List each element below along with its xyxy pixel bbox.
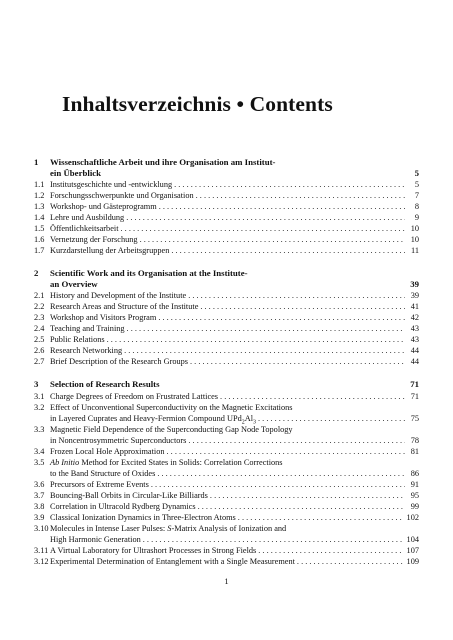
section-number: 3.4 [34,447,45,456]
toc-entry[interactable] [34,424,419,446]
leader-dots [295,556,403,567]
section-title: Vernetzung der Forschung [50,235,138,244]
toc-entry[interactable] [34,356,419,367]
leader-dots [165,446,405,457]
section-number: 2.3 [34,313,45,322]
section-number: 2.7 [34,357,45,366]
section-number: 2.5 [34,335,45,344]
toc-entry[interactable] [34,479,419,490]
chapter-page: 5 [414,167,419,178]
section-title-cont: to the Band Structure of Oxides [50,469,156,478]
toc-entry[interactable] [34,334,419,345]
section-page: 71 [410,392,419,401]
section-number: 1.6 [34,235,45,244]
leader-dots [186,290,405,301]
section-title: Magnetic Field Dependence of the Superconducting Gap Node Topology [50,425,293,434]
chapter-page: 71 [410,379,419,389]
section-number: 1.5 [34,224,45,233]
toc-entry[interactable] [34,234,419,245]
section-page: 104 [406,535,419,544]
leader-dots [236,512,403,523]
section-page: 44 [410,357,419,366]
section-number: 1.1 [34,180,45,189]
section-title: Public Relations [50,335,105,344]
section-title-cont: in Noncentrosymmetric Superconductors [50,436,187,445]
toc-entry[interactable] [34,201,419,212]
section-page: 8 [414,202,419,211]
toc-entry[interactable] [34,212,419,223]
leader-dots [141,534,403,545]
section-title: Correlation in Ultracold Rydberg Dynamics [50,502,196,511]
leader-dots [138,234,405,245]
leader-dots [155,468,405,479]
toc-entry[interactable] [34,312,419,323]
section-number: 3.10 [34,524,49,533]
toc-entry[interactable] [34,391,419,402]
section-page: 86 [410,469,419,478]
section-title: Kurzdarstellung der Arbeitsgruppen [50,246,170,255]
section-page: 91 [410,480,419,489]
leader-dots [196,501,405,512]
section-title: Classical Ionization Dynamics in Three-Electron Atoms [50,513,236,522]
leader-dots [157,201,405,212]
leader-dots [186,435,405,446]
section-title: Brief Description of the Research Groups [50,357,189,366]
leader-dots [256,545,402,556]
section-page: 11 [411,246,419,255]
section-page: 44 [410,346,419,355]
section-title: A Virtual Laboratory for Ultrashort Processes in Strong Fields [50,546,257,555]
toc-entry[interactable] [34,523,419,545]
page-title: Inhaltsverzeichnis • Contents [62,92,333,116]
chapter-number: 1 [34,157,39,167]
section-page: 78 [410,436,419,445]
leader-dots [208,490,405,501]
section-page: 102 [406,513,419,522]
section-number: 1.2 [34,191,45,200]
chapter-number: 2 [34,268,39,278]
toc-entry[interactable] [34,290,419,301]
section-title: Frozen Local Hole Approximation [50,447,165,456]
section-page: 5 [414,180,419,189]
chapter-title: Scientific Work and its Organisation at the Institute- [50,268,248,278]
section-number: 2.4 [34,324,45,333]
section-page: 42 [410,313,419,322]
leader-dots [119,223,405,234]
section-number: 3.3 [34,425,45,434]
chapter-title: Selection of Research Results [50,379,160,389]
section-number: 3.11 [34,546,49,555]
section-number: 3.12 [34,557,49,566]
section-title: Öffentlichkeitsarbeit [50,224,119,233]
leader-dots [122,345,405,356]
section-title: Research Areas and Structure of the Institute [50,302,199,311]
toc-entry[interactable] [34,512,419,523]
toc-entry[interactable] [34,457,419,479]
section-title: Ab Initio Method for Excited States in Solids: Correlation Corrections [50,458,283,467]
section-page: 9 [414,213,419,222]
section-page: 41 [410,302,419,311]
leader-dots [125,323,405,334]
section-title: Workshop and Visitors Program [50,313,157,322]
section-title: Workshop- und Gästeprogramm [50,202,157,211]
section-number: 2.1 [34,291,45,300]
section-title: Forschungsschwerpunkte und Organisation [50,191,194,200]
section-number: 3.9 [34,513,45,522]
section-number: 1.3 [34,202,45,211]
toc-entry[interactable] [34,245,419,256]
section-number: 3.7 [34,491,45,500]
toc-entry[interactable] [34,223,419,234]
section-title: Teaching and Training [50,324,125,333]
section-page: 109 [406,557,419,566]
leader-dots [218,391,405,402]
toc-entry[interactable] [34,556,419,567]
section-title: Research Networking [50,346,123,355]
leader-dots [194,190,405,201]
leader-dots [172,179,405,190]
section-title: Effect of Unconventional Superconductivity on the Magnetic Excitations [50,403,293,412]
toc-entry[interactable] [34,490,419,501]
toc-entry[interactable] [34,402,419,424]
section-number: 3.6 [34,480,45,489]
section-title: Experimental Determination of Entanglement with a Single Measurement [50,557,295,566]
section-page: 99 [410,502,419,511]
toc-entry[interactable] [34,345,419,356]
section-page: 7 [414,191,419,200]
section-number: 2.6 [34,346,45,355]
toc-entry[interactable] [34,179,419,190]
section-number: 1.7 [34,246,45,255]
toc-entry[interactable] [34,446,419,457]
section-number: 3.2 [34,403,45,412]
section-page: 10 [410,235,419,244]
section-title: Molecules in Intense Laser Pulses: S-Matrix Analysis of Ionization and [50,524,287,533]
toc-entry[interactable] [34,301,419,312]
section-page: 43 [410,324,419,333]
section-title: Lehre und Ausbildung [50,213,125,222]
leader-dots [105,334,405,345]
leader-dots [188,356,405,367]
toc-entry[interactable] [34,501,419,512]
section-title: Institutsgeschichte und -entwicklung [50,180,173,189]
section-title-cont: High Harmonic Generation [50,535,141,544]
section-page: 81 [410,447,419,456]
chapter-title-cont: ein Überblick [50,167,102,178]
section-number: 3.1 [34,392,45,401]
toc-entry[interactable] [34,190,419,201]
leader-dots [198,301,405,312]
section-title: History and Development of the Institute [50,291,187,300]
chapter-page: 39 [410,278,419,289]
toc-entry[interactable] [34,545,419,556]
chapter-title: Wissenschaftliche Arbeit und ihre Organisation am Institut- [50,157,276,167]
leader-dots [124,212,405,223]
section-title: Charge Degrees of Freedom on Frustrated Lattices [50,392,219,401]
leader-dots [169,245,405,256]
section-page: 39 [410,291,419,300]
section-number: 3.5 [34,458,45,467]
leader-dots [149,479,405,490]
chapter-number: 3 [34,379,39,389]
toc-entry[interactable] [34,323,419,334]
section-page: 75 [410,414,419,423]
section-page: 10 [410,224,419,233]
chapter-title-cont: an Overview [50,278,98,289]
section-title-cont: in Layered Cuprates and Heavy-Fermion Compound $UPd_2Al_3$ [50,414,257,426]
page-number: 1 [224,576,229,586]
section-title: Bouncing-Ball Orbits in Circular-Like Billiards [50,491,208,500]
section-page: 43 [410,335,419,344]
section-page: 95 [410,491,419,500]
section-title: Precursors of Extreme Events [50,480,149,489]
section-number: 3.8 [34,502,45,511]
section-number: 1.4 [34,213,45,222]
section-number: 2.2 [34,302,45,311]
section-page: 107 [406,546,419,555]
leader-dots [156,312,405,323]
